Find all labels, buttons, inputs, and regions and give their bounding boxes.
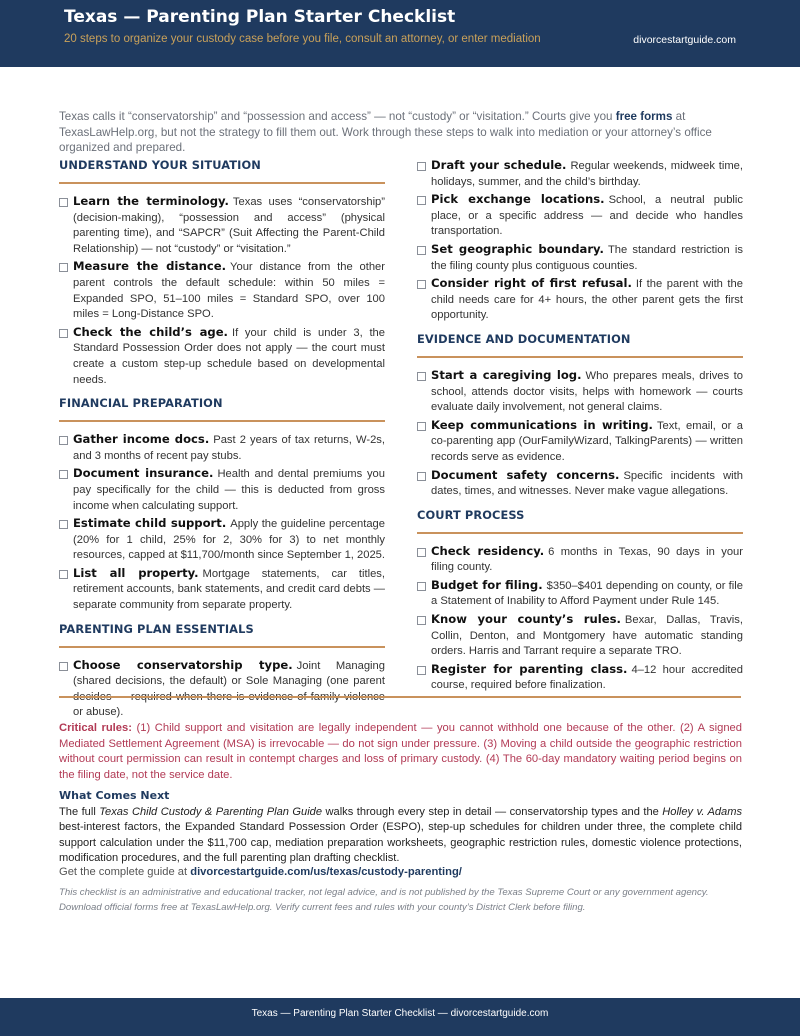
intro-text-end: at TexasLawHelp.org, but not the strategy to fill them out. Work through these steps to walk into mediation or your attorney’s office organized and prepared. (59, 110, 712, 154)
site-name: divorcestartguide.com (633, 34, 736, 46)
checkbox-icon[interactable] (417, 582, 426, 591)
checkbox-icon[interactable] (59, 520, 68, 529)
checkbox-icon[interactable] (417, 196, 426, 205)
section-heading-financial: FINANCIAL PREPARATION (59, 396, 385, 422)
critical-rules-label: Critical rules: (59, 722, 132, 734)
wcn-text: best-interest factors, the Expanded Standard Possession Order (ESPO), step-up schedules for children under three, the complete child support calculation under the $11,700 cap, mediation preparation worksheets, geographic restriction rules, domestic violence protections, modification procedures, and the full parenting plan drafting checklist. (59, 821, 742, 865)
item-lead: Start a caregiving log. (431, 367, 582, 382)
item-text: Texas uses “conservatorship” (decision-making), “possession and access” (physical parenting time), and “SAPCR” (Suit Affecting the Parent-Child Relationship) — not “custody” or “visitation.” (73, 196, 385, 255)
item-text: Specific incidents with dates, times, and witnesses. Never make vague allegations. (431, 469, 743, 498)
checklist-item (59, 658, 385, 721)
checklist-item (417, 578, 743, 610)
checklist-item (417, 158, 743, 190)
checkbox-icon[interactable] (417, 372, 426, 381)
section-heading-court: COURT PROCESS (417, 508, 743, 534)
item-lead: Check residency. (431, 543, 545, 558)
item-lead: Consider right of first refusal. (431, 276, 632, 291)
guide-title: Texas Child Custody & Parenting Plan Guide (99, 806, 323, 818)
right-column (417, 158, 743, 696)
section-divider (59, 696, 741, 698)
item-lead: Set geographic boundary. (431, 241, 604, 256)
checklist-item (417, 662, 743, 694)
item-text: 4–12 hour accredited course, required before finalization. (431, 663, 743, 692)
item-lead: Register for parenting class. (431, 661, 628, 676)
checklist-item (59, 259, 385, 322)
checklist-item (59, 566, 385, 614)
item-text: Who prepares meals, drives to school, attends doctor visits, helps with homework — courts evaluate daily involvement, not general claims. (431, 369, 743, 414)
item-text: Health and dental premiums you pay specifically for the child — this is deducted from gross income when calculating support. (73, 468, 385, 512)
guide-link-line (59, 866, 462, 878)
item-text: Past 2 years of tax returns, W-2s, and 3 months of recent pay stubs. (73, 434, 385, 462)
checklist-item (417, 418, 743, 466)
guide-link[interactable]: divorcestartguide.com/us/texas/custody-parenting/ (190, 866, 462, 878)
item-lead: Know your county’s rules. (431, 612, 621, 627)
item-text: If the parent with the child needs care for 4+ hours, the other parent gets the first opportunity. (431, 278, 743, 322)
case-name: Holley v. Adams (662, 806, 742, 818)
wcn-text: walks through every step in detail — conservatorship types and the (322, 806, 663, 818)
item-lead: Document safety concerns. (431, 467, 620, 482)
section-heading-essentials: PARENTING PLAN ESSENTIALS (59, 622, 385, 648)
checklist-item (59, 325, 385, 388)
item-lead: Check the child’s age. (73, 324, 228, 339)
checklist-item (59, 466, 385, 514)
checkbox-icon[interactable] (417, 422, 426, 431)
checkbox-icon[interactable] (59, 436, 68, 445)
page-footer: Texas — Parenting Plan Starter Checklist — divorcestartguide.com (0, 998, 800, 1036)
checklist-item (417, 276, 743, 324)
checkbox-icon[interactable] (417, 616, 426, 625)
critical-rules-text: (1) Child support and visitation are legally independent — you cannot withhold one because of the other. (2) A signed Mediated Settlement Agreement (MSA) is irrevocable — do not sign under pressure. (3) Moving a child outside the geographic restriction without court permission can result in contempt charges and loss of primary custody. (4) The 60-day mandatory waiting period begins on the filing date, not the service date. (59, 722, 742, 781)
item-lead: Learn the terminology. (73, 194, 229, 208)
item-lead: Document insurance. (73, 466, 214, 481)
item-text: Text, email, or a co-parenting app (OurFamilyWizard, TalkingParents) — written records serve as evidence. (431, 419, 743, 463)
what-comes-next-heading: What Comes Next (59, 789, 170, 802)
checklist-item (59, 194, 385, 257)
checklist-item (59, 432, 385, 464)
intro-paragraph (59, 109, 743, 156)
item-lead: List all property. (73, 565, 199, 580)
checklist-item (417, 242, 743, 274)
checkbox-icon[interactable] (59, 198, 68, 207)
what-comes-next-body (59, 805, 742, 867)
intro-text: Texas calls it “conservatorship” and “possession and access” — not “custody” or “visitation.” Courts give you (59, 110, 616, 123)
checkbox-icon[interactable] (59, 263, 68, 272)
section-heading-situation: UNDERSTAND YOUR SITUATION (59, 158, 385, 184)
checklist-item (417, 612, 743, 660)
disclaimer: This checklist is an administrative and educational tracker, not legal advice, and is not published by the Texas Supreme Court or any government agency. Download official forms free at TexasLawHelp.org. Verify current fees and rules with your county’s District Clerk before filing. (59, 887, 709, 914)
checkbox-icon[interactable] (59, 329, 68, 338)
item-text: $350–$401 depending on county, or file a Statement of Inability to Afford Payment under Rule 145. (431, 579, 743, 608)
checklist-item (417, 468, 743, 500)
item-lead: Gather income docs. (73, 432, 210, 447)
item-lead: Estimate child support. (73, 516, 227, 531)
checklist-item (417, 544, 743, 576)
checkbox-icon[interactable] (59, 470, 68, 479)
item-text: Regular weekends, midweek time, holidays, summer, and the child’s birthday. (431, 160, 743, 188)
checklist-item (417, 192, 743, 240)
checkbox-icon[interactable] (417, 246, 426, 255)
page-title: Texas — Parenting Plan Starter Checklist (64, 7, 456, 27)
item-lead: Choose conservatorship type. (73, 657, 293, 672)
item-lead: Budget for filing. (431, 577, 543, 592)
item-text: Your distance from the other parent controls the default schedule: within 50 miles = Expanded SPO, 51–100 miles = Standard SPO, over 100 miles = Long-Distance SPO. (73, 261, 386, 321)
item-lead: Keep communications in writing. (431, 417, 653, 432)
item-text: 6 months in Texas, 90 days in your filing county. (431, 545, 743, 574)
item-text: School, a neutral public place, or a specific address — and decide who handles transportation. (431, 194, 743, 238)
checkbox-icon[interactable] (417, 472, 426, 481)
intro-bold: free forms (615, 110, 673, 123)
checkbox-icon[interactable] (59, 662, 68, 671)
checkbox-icon[interactable] (417, 548, 426, 557)
item-lead: Measure the distance. (73, 259, 227, 274)
item-lead: Pick exchange locations. (431, 192, 605, 207)
checkbox-icon[interactable] (417, 162, 426, 171)
page-header (0, 0, 800, 67)
checkbox-icon[interactable] (59, 570, 68, 579)
item-text: If your child is under 3, the Standard Possession Order does not apply — the court must create a custom step-up schedule based on developmental needs. (73, 326, 386, 386)
checklist-item (59, 516, 385, 564)
checkbox-icon[interactable] (417, 666, 426, 675)
item-lead: Draft your schedule. (431, 158, 567, 172)
item-text: Bexar, Dallas, Travis, Collin, Denton, and Montgomery have automatic standing orders. Harris and Tarrant require a separate TRO. (431, 614, 743, 658)
checklist-item (417, 368, 743, 416)
wcn-text: The full (59, 806, 100, 818)
section-heading-evidence: EVIDENCE AND DOCUMENTATION (417, 332, 743, 358)
item-text: The standard restriction is the filing county plus contiguous counties. (431, 243, 743, 272)
item-text: Mortgage statements, car titles, retirement accounts, bank statements, and credit card debts — separate community from separate property. (73, 567, 385, 612)
guide-link-prefix: Get the complete guide at (59, 866, 191, 878)
checkbox-icon[interactable] (417, 280, 426, 289)
left-column (59, 158, 385, 723)
item-text: Joint Managing (shared decisions, the default) or Sole Managing (one parent decides — required when there is evidence of family violence or abuse). (73, 659, 385, 719)
page-subtitle: 20 steps to organize your custody case before you file, consult an attorney, or enter mediation (64, 33, 541, 45)
item-text: Apply the guideline percentage (20% for 1 child, 25% for 2, 30% for 3) to net monthly resources, capped at $11,700/month since September 1, 2025. (73, 518, 385, 562)
critical-rules (59, 721, 742, 783)
